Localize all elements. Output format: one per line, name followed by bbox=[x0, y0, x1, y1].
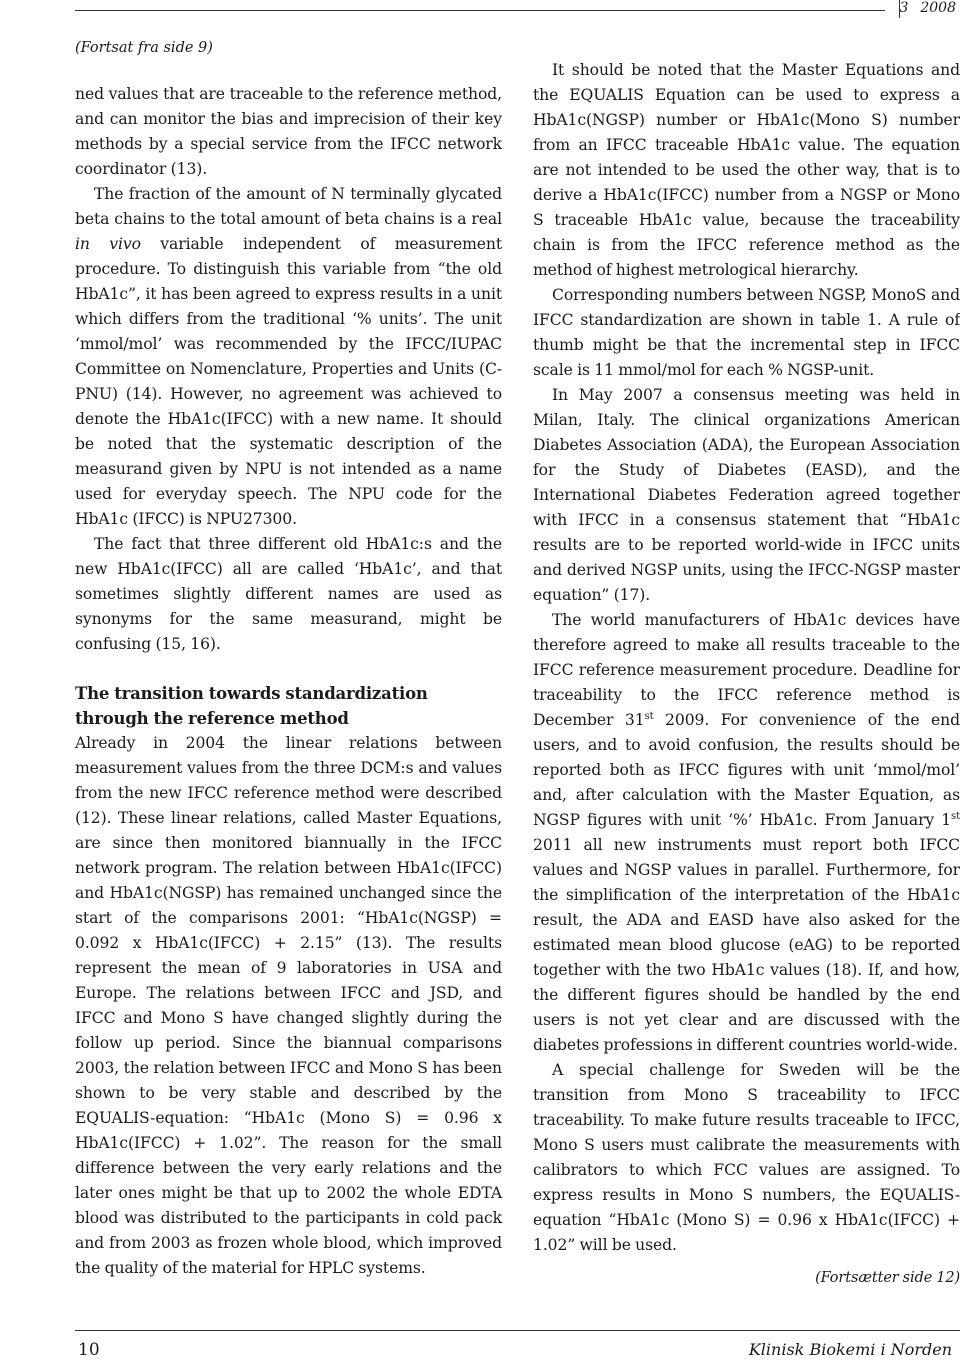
superscript: st bbox=[951, 810, 960, 822]
footer-rule bbox=[75, 1330, 960, 1331]
paragraph: The fact that three different old HbA1c:s and the new HbA1c(IFCC) all are called ‘HbA1c’, and that sometimes slightly different names are used as synonyms for the same measurand, might be confusing (15, 16). bbox=[75, 535, 502, 653]
paragraph: In May 2007 a consensus meeting was held in Milan, Italy. The clinical organizations American Diabetes Association (ADA), the European Association for the Study of Diabetes (EASD), and the International Diabetes Federation agreed together with IFCC in a consensus statement that “HbA1c results are to be reported world-wide in IFCC units and derived NGSP units, using the IFCC-NGSP master equation” (17). bbox=[533, 386, 960, 604]
left-column bbox=[75, 82, 502, 1281]
paragraph: Already in 2004 the linear relations between measurement values from the three DCM:s and values from the new IFCC reference method were described (12). These linear relations, called Master Equations, are since then monitored biannually in the IFCC network program. The relation between HbA1c(IFCC) and HbA1c(NGSP) has remained unchanged since the start of the comparisons 2001: “HbA1c(NGSP) = 0.092 x HbA1c(IFCC) + 2.15” (13). The results represent the mean of 9 laboratories in USA and Europe. The relations between IFCC and JSD, and IFCC and Mono S have changed slightly during the follow up period. Since the biannual comparisons 2003, the relation between IFCC and Mono S has been shown to be very stable and described by the EQUALIS-equation: “HbA1c (Mono S) = 0.96 x HbA1c(IFCC) + 1.02”. The reason for the small difference between the very early relations and the later ones might be that up to 2002 the whole EDTA blood was distributed to the participants in cold pack and from 2003 as frozen whole blood, which improved the quality of the material for HPLC systems. bbox=[75, 734, 502, 1277]
journal-name: Klinisk Biokemi i Norden bbox=[748, 1340, 952, 1359]
issue-number: 3 bbox=[899, 0, 909, 16]
paragraph: The fraction of the amount of N terminally glycated beta chains to the total amount of beta chains is a real in vivo variable independent of measurement procedure. To distinguish this variable from “the old HbA1c”, it has been agreed to express results in a unit which differs from the traditional ‘% units’. The unit ‘mmol/mol’ was recommended by the IFCC/IUPAC Committee on Nomenclature, Properties and Units (C-PNU) (14). However, no agreement was achieved to denote the HbA1c(IFCC) with a new name. It should be noted that the systematic description of the measurand given by NPU is not intended as a name used for everyday speech. The NPU code for the HbA1c (IFCC) is NPU27300. bbox=[75, 185, 502, 528]
page-header bbox=[899, 0, 956, 16]
paragraph: The world manufacturers of HbA1c devices have therefore agreed to make all results traceable to the IFCC reference measurement procedure. Deadline for traceability to the IFCC reference method is December 31st 2009. For convenience of the end users, and to avoid confusion, the results should be reported both as IFCC figures with unit ‘mmol/mol’ and, after calculation with the Master Equation, as NGSP figures with unit ‘%’ HbA1c. From January 1st 2011 all new instruments must report both IFCC values and NGSP values in parallel. Furthermore, for the simplification of the interpretation of the HbA1c result, the ADA and EASD have also asked for the estimated mean blood glucose (eAG) to be reported together with the two HbA1c values (18). If, and how, the different figures should be handled by the end users is not yet clear and are discussed with the diabetes professions in different countries world-wide. bbox=[533, 611, 960, 1054]
paragraph: It should be noted that the Master Equations and the EQUALIS Equation can be used to express a HbA1c(NGSP) number or HbA1c(Mono S) number from an IFCC traceable HbA1c value. The equation are not intended to be used the other way, that is to derive a HbA1c(IFCC) number from a NGSP or Mono S traceable HbA1c value, because the traceability chain is from the IFCC reference method as the method of highest metrological hierarchy. bbox=[533, 61, 960, 279]
paragraph: A special challenge for Sweden will be the transition from Mono S traceability to IFCC traceability. To make future results traceable to IFCC, Mono S users must calibrate the measurements with calibrators to which FCC values are assigned. To express results in Mono S numbers, the EQUALIS-equation “HbA1c (Mono S) = 0.96 x HbA1c(IFCC) + 1.02” will be used. bbox=[533, 1061, 960, 1254]
paragraph: ned values that are traceable to the reference method, and can monitor the bias and imprecision of their key methods by a special service from the IFCC network coordinator (13). bbox=[75, 85, 502, 178]
section-heading: The transition towards standardization through the reference method bbox=[75, 684, 428, 728]
page-number: 10 bbox=[78, 1340, 100, 1360]
continued-from: (Fortsat fra side 9) bbox=[75, 40, 213, 56]
issue-year: 2008 bbox=[920, 0, 956, 16]
header-rule bbox=[75, 10, 885, 11]
continued-to: (Fortsætter side 12) bbox=[815, 1270, 960, 1286]
superscript: st bbox=[644, 710, 654, 722]
paragraph: Corresponding numbers between NGSP, MonoS and IFCC standardization are shown in table 1. A rule of thumb might be that the incremental step in IFCC scale is 11 mmol/mol for each % NGSP-unit. bbox=[533, 286, 960, 379]
italic-term: in vivo bbox=[75, 235, 141, 253]
right-column bbox=[533, 58, 960, 1291]
